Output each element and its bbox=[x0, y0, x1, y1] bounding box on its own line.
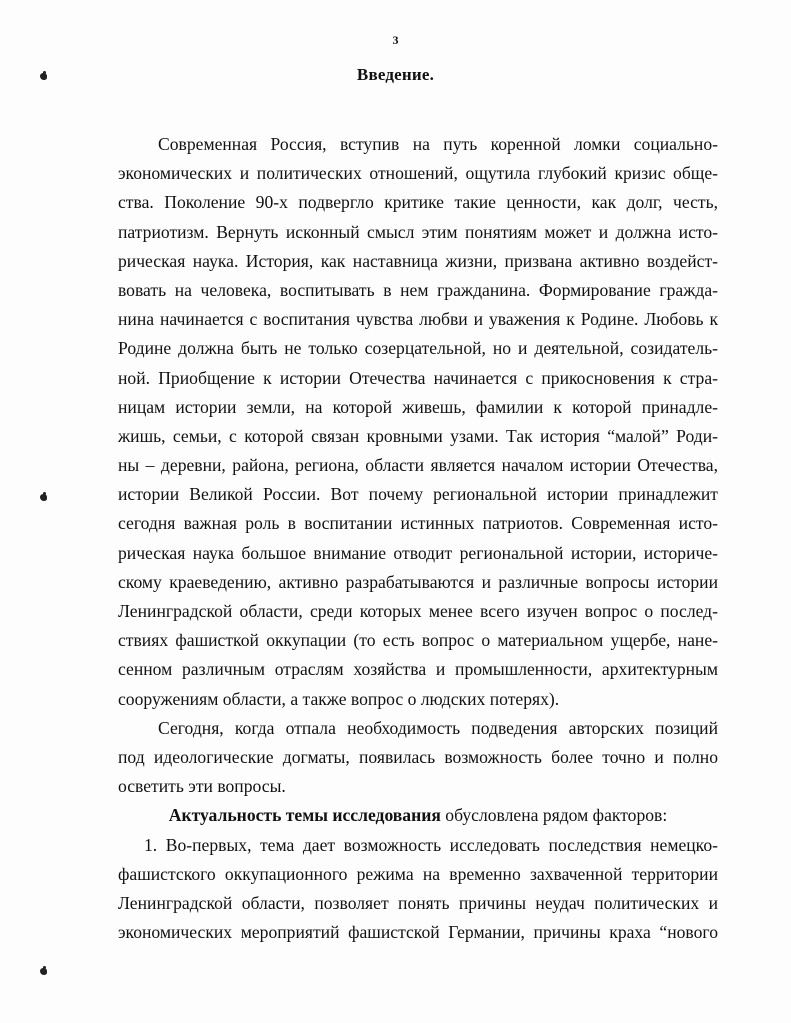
text-line: сооружениям области, а также вопрос о людских потерях). bbox=[118, 688, 560, 709]
text-line: сегодня важная роль в воспитании истинных патриотов. Современная исто- bbox=[118, 513, 718, 534]
text-line: рическая наука. История, как наставница жизни, призвана активно воздейст- bbox=[118, 250, 718, 271]
text-line: рическая наука большое внимание отводит региональной истории, историче- bbox=[118, 542, 718, 563]
text-line: ства. Поколение 90-х подвергло критике такие ценности, как долг, честь, bbox=[118, 192, 718, 213]
text-line: осветить эти вопросы. bbox=[118, 776, 286, 797]
text-line: вовать на человека, воспитывать в нем гражданина. Формирование гражда- bbox=[118, 279, 718, 300]
text-line: патриотизм. Вернуть исконный смысл этим понятиям может и должна исто- bbox=[118, 221, 718, 242]
text-line: Современная Россия, вступив на путь коренной ломки социально- bbox=[158, 134, 718, 154]
text-line: сенном различным отраслям хозяйства и промышленности, архитектурным bbox=[118, 659, 718, 680]
text-line: Ленинградской области, позволяет понять причины неудач политических и bbox=[118, 892, 718, 913]
text-line: Ленинградской области, среди которых менее всего изучен вопрос о послед- bbox=[118, 601, 718, 621]
text-line: ницам истории земли, на которой живешь, фамилии к которой принадле- bbox=[118, 396, 718, 417]
text-line: Сегодня, когда отпала необходимость подведения авторских позиций bbox=[158, 717, 718, 738]
text-line: ной. Приобщение к истории Отечества начинается с прикосновения к стра- bbox=[118, 367, 718, 388]
relevance-lead: Актуальность темы исследования bbox=[168, 805, 441, 826]
text-line: 1. Во-первых, тема дает возможность исследовать последствия немецко- bbox=[144, 834, 718, 855]
text-line: жишь, семьи, с которой связан кровными узами. Так история “малой” Роди- bbox=[118, 425, 718, 446]
text-line: ствиях фашисткой оккупации (то есть вопрос о материальном ущербе, нане- bbox=[118, 630, 718, 651]
relevance-rest: обусловлена рядом факторов: bbox=[440, 805, 668, 826]
text-line: экономических мероприятий фашистской Германии, причины краха “нового bbox=[118, 922, 718, 943]
text-line: истории Великой России. Вот почему региональной истории принадлежит bbox=[118, 484, 718, 505]
text-line: экономических и политических отношений, ощутила глубокий кризис обще- bbox=[118, 163, 718, 184]
text-line: нина начинается с воспитания чувства любви и уважения к Родине. Любовь к bbox=[118, 309, 718, 330]
section-heading: Введение. bbox=[356, 65, 435, 84]
body-text bbox=[118, 130, 718, 947]
scan-mark-icon bbox=[40, 968, 47, 975]
relevance-line bbox=[118, 801, 718, 830]
scan-mark-icon bbox=[40, 494, 47, 501]
page-number: 3 bbox=[392, 33, 399, 47]
text-line: ны – деревни, района, региона, области является началом истории Отечества, bbox=[118, 455, 718, 476]
text-line: фашистского оккупационного режима на временно захваченной территории bbox=[118, 863, 718, 884]
text-line: Родине должна быть не только созерцательной, но и деятельной, созидатель- bbox=[118, 338, 718, 359]
text-line: под идеологические догматы, появилась возможность более точно и полно bbox=[118, 746, 718, 767]
text-line: скому краеведению, активно разрабатываются и различные вопросы истории bbox=[118, 571, 718, 592]
